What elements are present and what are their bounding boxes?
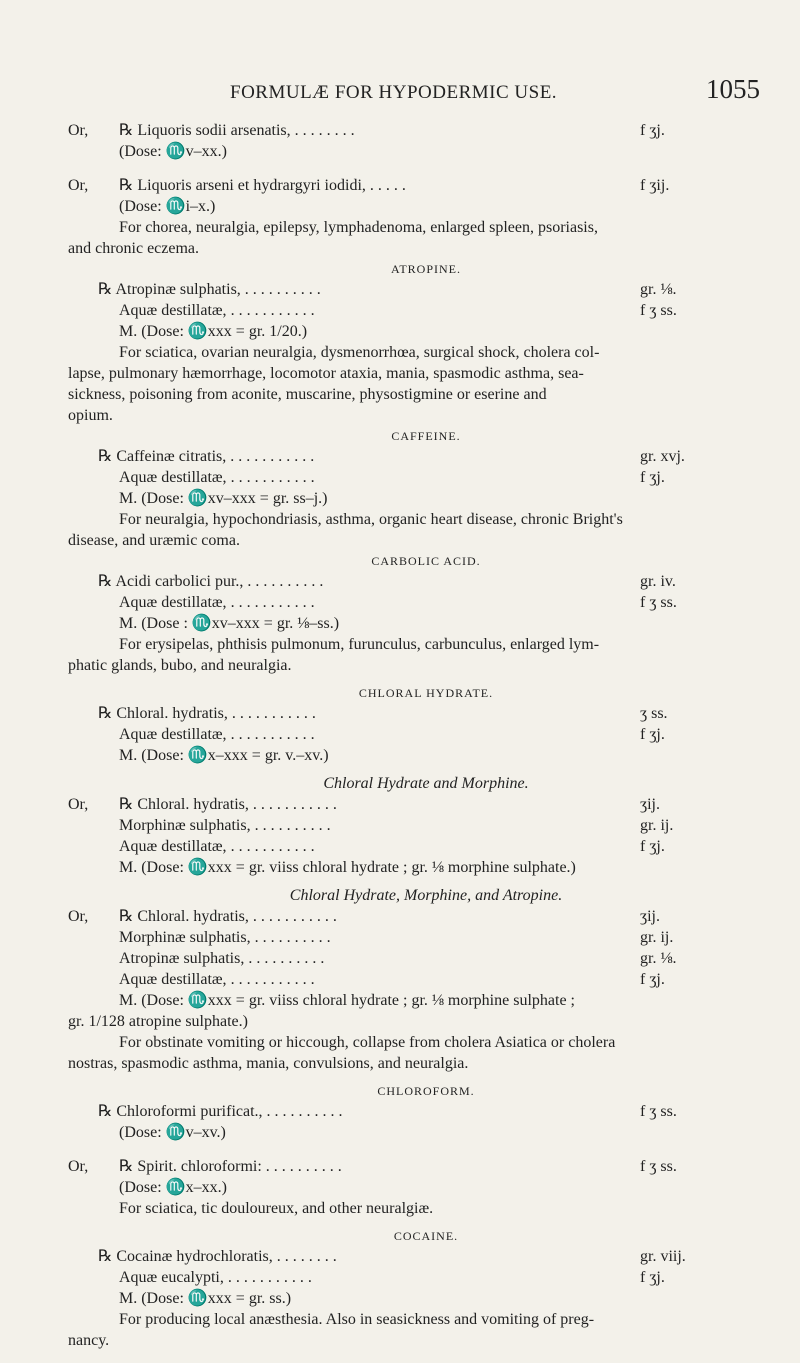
text-line — [98, 990, 754, 1011]
ingredient-name: ℞ Cocainæ hydrochloratis, . . . . . . . . — [98, 1248, 337, 1265]
ingredient-name: ℞ Acidi carbolici pur., . . . . . . . . . . — [98, 573, 324, 590]
ingredient-amount: ʒij. — [640, 796, 660, 813]
ingredient-line — [68, 175, 754, 196]
or-prefix: Or, — [68, 908, 89, 925]
ingredient-name: Aquæ destillatæ, . . . . . . . . . . . — [119, 838, 315, 855]
line-text: nostras, spasmodic asthma, mania, convulsions, and neuralgia. — [68, 1055, 469, 1072]
ingredient-name: ℞ Chloral. hydratis, . . . . . . . . . . . — [119, 796, 337, 813]
line-text: (Dose: ♏v–xv.) — [119, 1124, 226, 1141]
ingredient-name: ℞ Spirit. chloroformi: . . . . . . . . . . — [119, 1158, 342, 1175]
line-text: M. (Dose: ♏xxx = gr. viiss chloral hydrate ; gr. ⅛ morphine sulphate.) — [119, 859, 576, 876]
ingredient-name: Aquæ destillatæ, . . . . . . . . . . . — [119, 469, 315, 486]
ingredient-amount: f ʒ ss. — [640, 594, 677, 611]
or-prefix: Or, — [68, 796, 89, 813]
leader-dots: . . . . . . . . . . . — [230, 594, 315, 611]
ingredient-amount: f ʒj. — [640, 122, 665, 139]
ingredient-line — [98, 279, 754, 300]
leader-dots: . . . . . . . . — [294, 122, 355, 139]
leader-dots: . . . . . . . . . . . — [230, 448, 315, 465]
ingredient-name: Morphinæ sulphatis, . . . . . . . . . . — [119, 817, 331, 834]
ingredient-amount: f ʒ ss. — [640, 302, 677, 319]
spacer — [98, 676, 754, 683]
ingredient-line — [98, 571, 754, 592]
line-text: M. (Dose: ♏xxx = gr. ss.) — [119, 1290, 292, 1307]
paragraph-continuation — [68, 238, 754, 259]
ingredient-amount: ʒ ss. — [640, 705, 668, 722]
text-line — [98, 1122, 754, 1143]
leader-dots: . . . . . . . . . . . — [230, 302, 315, 319]
ingredient-name: Aquæ destillatæ, . . . . . . . . . . . — [119, 726, 315, 743]
ingredient-line — [68, 794, 754, 815]
leader-dots: . . . . . . . . . . — [265, 1158, 342, 1175]
ingredient-amount: gr. ij. — [640, 817, 674, 834]
line-text: M. (Dose: ♏xxx = gr. viiss chloral hydrate ; gr. ⅛ morphine sulphate ; — [119, 992, 575, 1009]
ingredient-amount: gr. viij. — [640, 1248, 686, 1265]
ingredient-amount: f ʒj. — [640, 469, 665, 486]
ingredient-line — [98, 927, 754, 948]
page-number: 1055 — [706, 74, 760, 104]
paragraph-first-line — [98, 342, 754, 363]
ingredient-name: ℞ Chloroformi purificat., . . . . . . . . . . — [98, 1103, 343, 1120]
paragraph-continuation — [68, 405, 754, 426]
ingredient-line — [98, 948, 754, 969]
leader-dots: . . . . . . . . . . — [254, 817, 331, 834]
line-text: M. (Dose: ♏xxx = gr. 1/20.) — [119, 323, 308, 340]
ingredient-line — [98, 969, 754, 990]
line-text: nancy. — [68, 1332, 110, 1349]
ingredient-name: Aquæ destillatæ, . . . . . . . . . . . — [119, 594, 315, 611]
ingredient-name: ℞ Chloral. hydratis, . . . . . . . . . . . — [98, 705, 316, 722]
paragraph-continuation — [68, 1330, 754, 1351]
leader-dots: . . . . . . . . . . . — [230, 971, 315, 988]
ingredient-line — [68, 1156, 754, 1177]
line-text: lapse, pulmonary hæmorrhage, locomotor ataxia, mania, spasmodic asthma, sea- — [68, 365, 584, 382]
section-subheading: Chloral Hydrate and Morphine. — [323, 775, 529, 792]
section-heading: CAFFEINE. — [391, 429, 461, 443]
line-text: gr. 1/128 atropine sulphate.) — [68, 1013, 248, 1030]
ingredient-amount: f ʒij. — [640, 177, 670, 194]
line-text: For erysipelas, phthisis pulmonum, furunculus, carbunculus, enlarged lym- — [119, 636, 600, 653]
ingredient-name: Atropinæ sulphatis, . . . . . . . . . . — [119, 950, 325, 967]
leader-dots: . . . . . . . . . . — [266, 1103, 343, 1120]
line-text: For obstinate vomiting or hiccough, collapse from cholera Asiatica or cholera — [119, 1034, 616, 1051]
leader-dots: . . . . . . . . . . — [254, 929, 331, 946]
spacer — [98, 878, 754, 885]
ingredient-line — [98, 724, 754, 745]
ingredient-amount: f ʒj. — [640, 726, 665, 743]
paragraph-first-line — [98, 509, 754, 530]
spacer — [98, 1074, 754, 1081]
line-text: M. (Dose: ♏x–xxx = gr. v.–xv.) — [119, 747, 329, 764]
paragraph-continuation — [68, 1053, 754, 1074]
line-text: For producing local anæsthesia. Also in seasickness and vomiting of preg- — [119, 1311, 595, 1328]
ingredient-amount: gr. ⅛. — [640, 950, 677, 967]
ingredient-name: ℞ Atropinæ sulphatis, . . . . . . . . . . — [98, 281, 321, 298]
line-text: For chorea, neuralgia, epilepsy, lymphadenoma, enlarged spleen, psoriasis, — [119, 219, 598, 236]
ingredient-amount: gr. ⅛. — [640, 281, 677, 298]
leader-dots: . . . . . — [369, 177, 406, 194]
paragraph-continuation — [68, 363, 754, 384]
formulae-body — [68, 120, 754, 1351]
line-text: (Dose: ♏v–xx.) — [119, 143, 227, 160]
or-prefix: Or, — [68, 122, 89, 139]
ingredient-amount: gr. ij. — [640, 929, 674, 946]
line-text: phatic glands, bubo, and neuralgia. — [68, 657, 292, 674]
paragraph-first-line — [98, 1309, 754, 1330]
leader-dots: . . . . . . . . . . — [244, 281, 321, 298]
ingredient-line — [98, 1101, 754, 1122]
spacer — [98, 162, 754, 175]
paragraph-first-line — [98, 1032, 754, 1053]
paragraph-first-line — [98, 217, 754, 238]
running-title: FORMULÆ FOR HYPODERMIC USE. — [230, 82, 558, 103]
leader-dots: . . . . . . . . . . . — [230, 469, 315, 486]
ingredient-amount: ʒij. — [640, 908, 660, 925]
ingredient-name: Morphinæ sulphatis, . . . . . . . . . . — [119, 929, 331, 946]
spacer — [98, 766, 754, 773]
line-text: For sciatica, tic douloureux, and other neuralgiæ. — [119, 1200, 434, 1217]
text-line — [98, 1288, 754, 1309]
paragraph-first-line — [98, 634, 754, 655]
paragraph-continuation — [68, 1011, 754, 1032]
line-text: For neuralgia, hypochondriasis, asthma, organic heart disease, chronic Bright's — [119, 511, 623, 528]
leader-dots: . . . . . . . . . . . — [252, 796, 337, 813]
section-heading: CHLORAL HYDRATE. — [358, 686, 494, 700]
ingredient-line — [98, 1246, 754, 1267]
ingredient-name: ℞ Chloral. hydratis, . . . . . . . . . . . — [119, 908, 337, 925]
leader-dots: . . . . . . . . — [276, 1248, 337, 1265]
text-line — [98, 857, 754, 878]
leader-dots: . . . . . . . . . . . — [230, 838, 315, 855]
text-line — [98, 321, 754, 342]
or-prefix: Or, — [68, 1158, 89, 1175]
spacer — [98, 1219, 754, 1226]
ingredient-amount: f ʒ ss. — [640, 1158, 677, 1175]
line-text: (Dose: ♏i–x.) — [119, 198, 216, 215]
ingredient-name: ℞ Caffeinæ citratis, . . . . . . . . . . . — [98, 448, 315, 465]
or-prefix: Or, — [68, 177, 89, 194]
section-heading: CHLOROFORM. — [377, 1084, 475, 1098]
section-heading: COCAINE. — [393, 1229, 459, 1243]
ingredient-line — [98, 446, 754, 467]
section-heading: CARBOLIC ACID. — [371, 554, 481, 568]
text-line — [98, 745, 754, 766]
ingredient-line — [98, 815, 754, 836]
paragraph-continuation — [68, 384, 754, 405]
ingredient-name: Aquæ destillatæ, . . . . . . . . . . . — [119, 971, 315, 988]
leader-dots: . . . . . . . . . . . — [227, 1269, 312, 1286]
ingredient-amount: f ʒj. — [640, 971, 665, 988]
leader-dots: . . . . . . . . . . — [248, 950, 325, 967]
page-header — [60, 74, 760, 110]
spacer — [98, 1143, 754, 1156]
ingredient-line — [98, 467, 754, 488]
paragraph-continuation — [68, 530, 754, 551]
ingredient-line — [98, 592, 754, 613]
ingredient-amount: gr. xvj. — [640, 448, 685, 465]
section-subheading: Chloral Hydrate, Morphine, and Atropine. — [289, 887, 563, 904]
line-text: and chronic eczema. — [68, 240, 200, 257]
ingredient-name: Aquæ destillatæ, . . . . . . . . . . . — [119, 302, 315, 319]
leader-dots: . . . . . . . . . . . — [252, 908, 337, 925]
ingredient-line — [68, 120, 754, 141]
text-line — [98, 196, 754, 217]
line-text: M. (Dose: ♏xv–xxx = gr. ss–j.) — [119, 490, 328, 507]
line-text: M. (Dose : ♏xv–xxx = gr. ⅛–ss.) — [119, 615, 340, 632]
ingredient-amount: f ʒ ss. — [640, 1103, 677, 1120]
text-line — [98, 141, 754, 162]
leader-dots: . . . . . . . . . . . — [231, 705, 316, 722]
leader-dots: . . . . . . . . . . — [247, 573, 324, 590]
section-heading: ATROPINE. — [390, 262, 461, 276]
text-line — [98, 1198, 754, 1219]
ingredient-line — [68, 906, 754, 927]
line-text: For sciatica, ovarian neuralgia, dysmenorrhœa, surgical shock, cholera col- — [119, 344, 600, 361]
ingredient-amount: f ʒj. — [640, 1269, 665, 1286]
paragraph-continuation — [68, 655, 754, 676]
line-text: (Dose: ♏x–xx.) — [119, 1179, 227, 1196]
ingredient-amount: f ʒj. — [640, 838, 665, 855]
line-text: disease, and uræmic coma. — [68, 532, 240, 549]
ingredient-name: Aquæ eucalypti, . . . . . . . . . . . — [119, 1269, 312, 1286]
text-line — [98, 613, 754, 634]
leader-dots: . . . . . . . . . . . — [230, 726, 315, 743]
line-text: opium. — [68, 407, 113, 424]
ingredient-line — [98, 836, 754, 857]
ingredient-name: ℞ Liquoris sodii arsenatis, . . . . . . . . — [119, 122, 355, 139]
ingredient-line — [98, 1267, 754, 1288]
line-text: sickness, poisoning from aconite, muscarine, physostigmine or eserine and — [68, 386, 547, 403]
ingredient-amount: gr. iv. — [640, 573, 676, 590]
text-line — [98, 488, 754, 509]
ingredient-line — [98, 300, 754, 321]
ingredient-line — [98, 703, 754, 724]
ingredient-name: ℞ Liquoris arseni et hydrargyri iodidi, . . . . . — [119, 177, 406, 194]
text-line — [98, 1177, 754, 1198]
